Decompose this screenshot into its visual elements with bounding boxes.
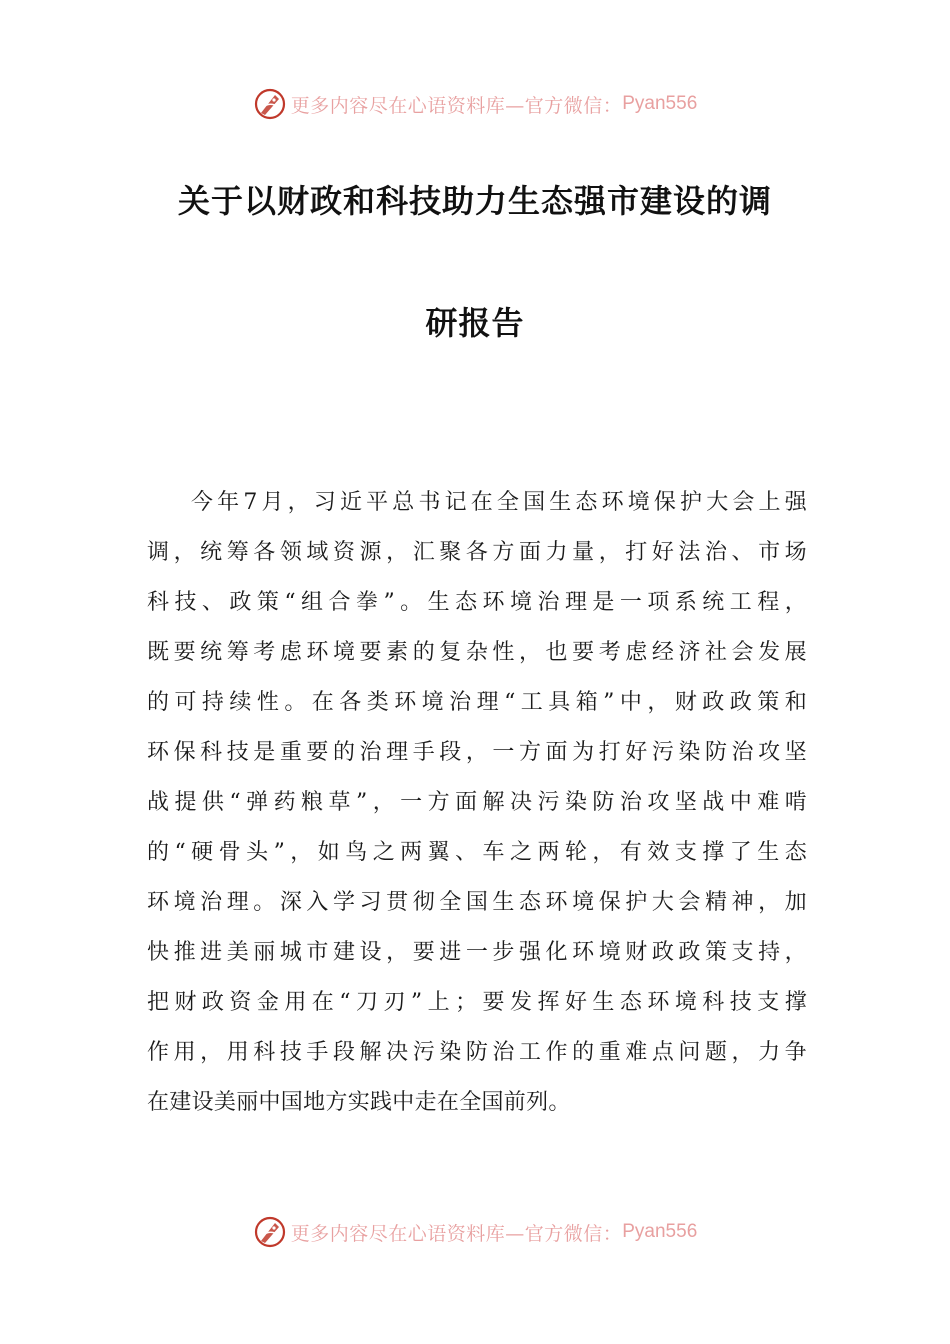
- body-line: 战提供“弹药粮草”，一方面解决污染防治攻坚战中难啃: [147, 790, 807, 815]
- document-title-line-1: 关于以财政和科技助力生态强市建设的调: [177, 182, 772, 220]
- watermark-wechat-id: Pyan556: [622, 1221, 698, 1242]
- watermark-text: 更多内容尽在心语资料库—官方微信：: [290, 1222, 623, 1245]
- watermark-wechat-id: Pyan556: [622, 93, 698, 114]
- body-line: 快推进美丽城市建设，要进一步强化环境财政政策支持，: [147, 940, 807, 965]
- body-line: 的可持续性。在各类环境治理“工具箱”中，财政政策和: [147, 690, 807, 715]
- document-title-line-2: 研报告: [425, 304, 525, 342]
- body-paragraph: [147, 478, 807, 1128]
- header-watermark: [0, 84, 950, 124]
- pen-nib-logo-icon: [253, 1215, 287, 1249]
- body-line: 在建设美丽中国地方实践中走在全国前列。: [147, 1090, 571, 1115]
- body-line: 调，统筹各领域资源，汇聚各方面力量，打好法治、市场: [147, 540, 807, 565]
- body-line: 作用，用科技手段解决污染防治工作的重难点问题，力争: [147, 1040, 807, 1065]
- body-line: 环保科技是重要的治理手段，一方面为打好污染防治攻坚: [147, 740, 807, 765]
- watermark-text: 更多内容尽在心语资料库—官方微信：: [290, 94, 623, 117]
- body-line: 既要统筹考虑环境要素的复杂性，也要考虑经济社会发展: [147, 640, 807, 665]
- body-line: 的“硬骨头”，如鸟之两翼、车之两轮，有效支撑了生态: [147, 840, 807, 865]
- body-line: 今年7月，习近平总书记在全国生态环境保护大会上强: [191, 490, 807, 515]
- pen-nib-logo-icon: [253, 87, 287, 121]
- body-line: 环境治理。深入学习贯彻全国生态环境保护大会精神，加: [147, 890, 807, 915]
- body-line: 把财政资金用在“刀刃”上；要发挥好生态环境科技支撑: [147, 990, 807, 1015]
- footer-watermark: [0, 1212, 950, 1252]
- body-line: 科技、政策“组合拳”。生态环境治理是一项系统工程，: [147, 590, 807, 615]
